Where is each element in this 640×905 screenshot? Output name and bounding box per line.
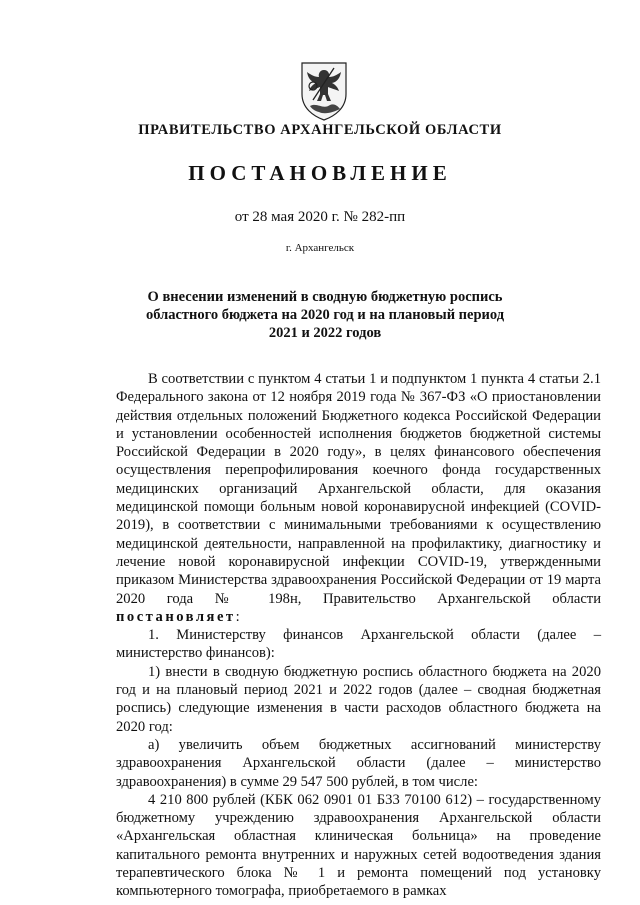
organization-name: ПРАВИТЕЛЬСТВО АРХАНГЕЛЬСКОЙ ОБЛАСТИ xyxy=(138,122,502,138)
decree-colon: : xyxy=(235,608,240,625)
document-body xyxy=(116,370,601,901)
title-line: О внесении изменений в сводную бюджетную роспись xyxy=(147,289,503,305)
preamble-text: В соответствии с пунктом 4 статьи 1 и подпунктом 1 пункта 4 статьи 2.1 Федерального закона от 12 ноября 2019 года № 367-ФЗ «О приостановлении действия отдельных положений Бюджетного кодекса Российской Федерации и установлении особенностей исполнения бюджетов бюджетной системы Российской Федерации в 2020 году», в целях финансового обеспечения осуществления перепрофилирования коечного фонда государственных медицинских организаций Архангельской области, для оказания медицинской помощи больным новой коронавирусной инфекцией (COVID-2019), в соответствии с минимальными требованиями к осуществлению медицинской деятельности, направленной на профилактику, диагностику и лечение новой коронавирусной инфекции COVID-19, утвержденными приказом Министерства здравоохранения Российской Федерации от 19 марта 2020 года № 198н, Правительство Архангельской области xyxy=(116,371,601,607)
preamble-paragraph xyxy=(116,370,601,626)
title-line: 2021 и 2022 годов xyxy=(268,325,382,341)
coat-of-arms-archangel-icon xyxy=(299,60,349,122)
item-1-paragraph: 1. Министерству финансов Архангельской области (далее – министерство финансов): xyxy=(116,627,601,662)
title-line: областного бюджета на 2020 год и на плановый период xyxy=(145,307,505,323)
document-city: г. Архангельск xyxy=(285,242,355,254)
document-subject-title xyxy=(140,288,510,342)
item-amount-paragraph: 4 210 800 рублей (КБК 062 0901 01 Б33 70100 612) – государственному бюджетному учреждению здравоохранения Архангельской области «Архангельская областная клиническая больница» на проведение капитального ремонта внутренних и наружных сетей водоотведения здания терапевтического блока № 1 и ремонта помещений под установку компьютерного томографа, приобретаемого в рамках xyxy=(116,791,601,900)
item-1-1-paragraph: 1) внести в сводную бюджетную роспись областного бюджета на 2020 год и на плановый период 2021 и 2022 годов (далее – сводная бюджетная роспись) следующие изменения в части расходов областного бюджета на 2020 год: xyxy=(116,663,601,735)
item-a-paragraph: а) увеличить объем бюджетных ассигнований министерству здравоохранения Архангельской области (далее – министерство здравоохранения) в сумме 29 547 500 рублей, в том числе: xyxy=(116,736,601,790)
document-date-number: от 28 мая 2020 г. № 282-пп xyxy=(234,209,406,225)
document-type-title: ПОСТАНОВЛЕНИЕ xyxy=(188,161,452,185)
decree-word: постановляет xyxy=(116,608,236,625)
